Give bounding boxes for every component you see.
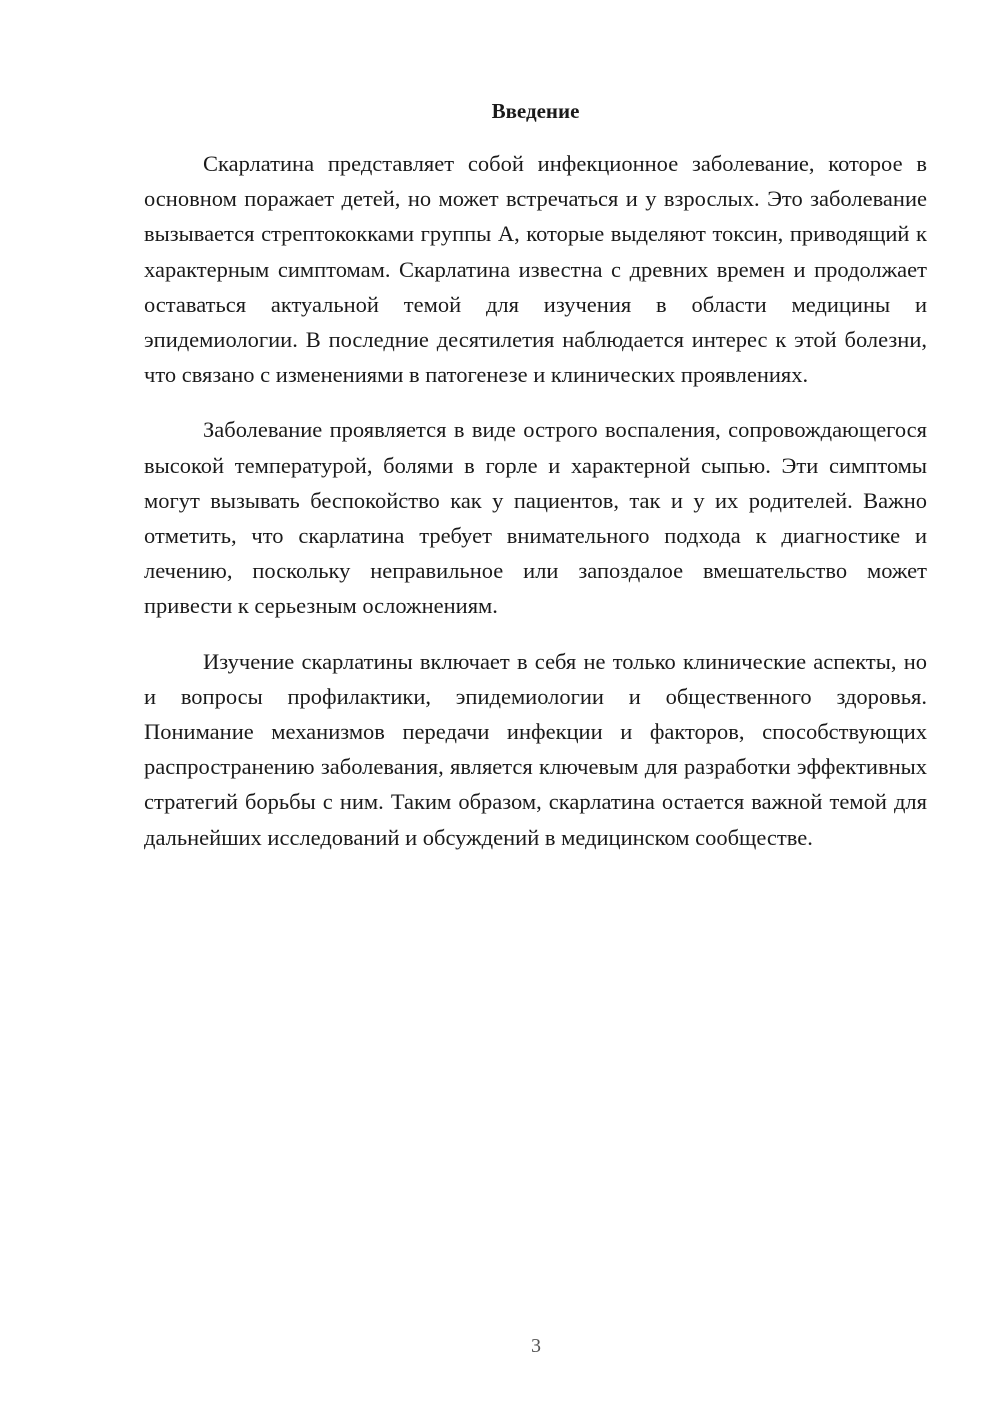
paragraph-3: Изучение скарлатины включает в себя не только клинические аспекты, но и вопросы профилактики, эпидемиологии и общественного здоровья. Понимание механизмов передачи инфекции и факторов, способствующих распространению заболевания, является ключевым для разработки эффективных стратегий борьбы с ним. Таким образом, скарлатина остается важной темой для дальнейших исследований и обсуждений в медицинском сообществе. <box>144 648 927 850</box>
section-heading: Введение <box>491 99 580 123</box>
page-number: 3 <box>531 1335 541 1357</box>
paragraph-2: Заболевание проявляется в виде острого воспаления, сопровождающегося высокой температурой, болями в горле и характерной сыпью. Эти симптомы могут вызывать беспокойство как у пациентов, так и у их родителей. Важно отметить, что скарлатина требует внимательного подхода к диагностике и лечению, поскольку неправильное или запоздалое вмешательство может привести к серьезным осложнениям. <box>144 417 927 619</box>
paragraph-1: Скарлатина представляет собой инфекционное заболевание, которое в основном поражает детей, но может встречаться и у взрослых. Это заболевание вызывается стрептококками группы А, которые выделяют токсин, приводящий к характерным симптомам. Скарлатина известна с древних времен и продолжает оставаться актуальной темой для изучения в области медицины и эпидемиологии. В последние десятилетия наблюдается интерес к этой болезни, что связано с изменениями в патогенезе и клинических проявлениях. <box>144 151 927 388</box>
page-content <box>144 96 927 875</box>
